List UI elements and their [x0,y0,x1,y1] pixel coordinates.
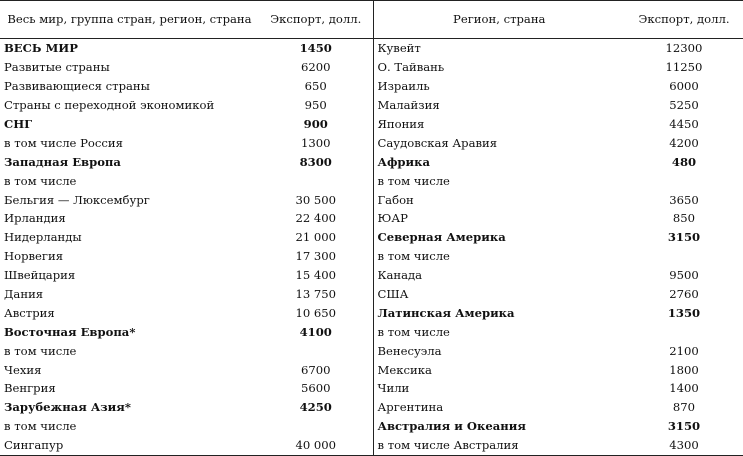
left-region-cell: СНГ [4,117,33,131]
right-region-cell: Кувейт [377,41,421,56]
right-region-cell: Латинская Америка [377,305,515,320]
right-region-cell: в том числе [377,324,450,339]
left-export-cell: 1450 [259,39,373,58]
left-region-cell: Зарубежная Азия* [4,400,131,415]
right-region-cell: в том числе [377,249,450,264]
table-row [0,209,743,228]
left-region-cell: Австрия [4,305,55,320]
table-row [0,285,743,304]
left-export-cell: 1300 [259,133,373,152]
left-export-cell: 6700 [259,360,373,379]
table-row [0,360,743,379]
right-export-cell: 3150 [667,230,701,245]
right-region-cell: Венесуэла [377,343,442,358]
right-export-cell [625,247,743,266]
table-body [0,39,743,456]
right-export-cell: 480 [671,154,697,169]
table-row [0,152,743,171]
header-left-export: Экспорт, долл. [259,1,373,39]
right-export-cell: 1400 [669,381,699,396]
table-row [0,171,743,190]
left-region-cell: в том числе [4,343,77,358]
left-export-cell: 40 000 [259,436,373,455]
header-right-export: Экспорт, долл. [625,1,743,39]
header-row [0,1,743,39]
left-region-cell: Ирландия [4,211,66,226]
right-export-cell: 4450 [669,117,699,131]
left-export-cell [259,341,373,360]
right-export-cell: 4200 [669,135,699,150]
left-export-cell: 17 300 [259,247,373,266]
left-region-cell: Восточная Европа* [4,324,136,339]
right-export-cell: 3650 [669,192,699,207]
right-export-cell: 2100 [669,343,699,358]
left-region-cell: Нидерланды [4,230,82,245]
table-row [0,96,743,115]
left-export-cell [259,417,373,436]
table-row [0,39,743,58]
table-row [0,341,743,360]
table-row [0,379,743,398]
left-export-cell: 13 750 [259,285,373,304]
left-region-cell: Развитые страны [4,60,110,75]
left-region-cell: Чехия [4,362,42,377]
right-region-cell: Африка [377,154,430,169]
right-export-cell: 850 [672,211,696,226]
left-region-cell: в том числе [4,419,77,434]
left-export-cell: 22 400 [259,209,373,228]
right-region-cell: Мексика [377,362,432,377]
left-export-cell: 5600 [259,379,373,398]
right-region-cell: Канада [377,268,423,283]
table-row [0,436,743,455]
right-export-cell: 9500 [669,268,699,283]
right-region-cell: США [377,287,409,302]
left-export-cell: 6200 [259,58,373,77]
table-row [0,266,743,285]
table-row [0,190,743,209]
left-export-cell: 950 [259,96,373,115]
right-export-cell [625,171,743,190]
right-region-cell: Саудовская Аравия [377,135,498,150]
left-region-cell: Страны с переходной экономикой [4,98,215,113]
left-region-cell: Развивающиеся страны [4,79,150,94]
left-region-cell: Швейцария [4,268,76,283]
left-export-cell [259,171,373,190]
left-region-cell: Сингапур [0,436,259,455]
left-region-cell: в том числе Россия [4,135,123,150]
right-region-cell: Малайзия [377,98,440,113]
right-export-cell: 1350 [667,305,701,320]
right-export-cell: 12300 [665,41,703,56]
table-row [0,228,743,247]
right-export-cell: 11250 [665,60,703,75]
left-export-cell: 8300 [259,152,373,171]
right-export-cell: 870 [672,400,696,415]
left-region-cell: Норвегия [4,249,64,264]
left-export-cell: 650 [259,77,373,96]
right-region-cell: Аргентина [377,400,444,415]
right-region-cell: ЮАР [377,211,408,226]
right-region-cell: Северная Америка [377,230,506,245]
right-region-cell: Габон [377,192,414,207]
right-region-cell: в том числе Австралия [373,436,625,455]
right-region-cell: Япония [377,117,425,131]
right-export-cell: 6000 [669,79,699,94]
right-export-cell: 2760 [669,287,699,302]
right-region-cell: Израиль [377,79,430,94]
right-region-cell: Австралия и Океания [377,419,526,434]
left-export-cell: 15 400 [259,266,373,285]
table-row [0,115,743,134]
right-export-cell [625,322,743,341]
right-region-cell: в том числе [377,173,450,188]
table-row [0,77,743,96]
left-region-cell: ВЕСЬ МИР [4,41,78,56]
left-export-cell: 900 [259,115,373,134]
table-row [0,322,743,341]
left-region-cell: Бельгия — Люксембург [4,192,150,207]
left-region-cell: Венгрия [4,381,56,396]
table-row [0,58,743,77]
table-row [0,417,743,436]
table-header [0,1,743,39]
right-export-cell: 3150 [667,419,701,434]
right-export-cell: 1800 [669,362,699,377]
left-region-cell: Дания [4,287,44,302]
left-export-cell: 30 500 [259,190,373,209]
left-export-cell: 21 000 [259,228,373,247]
left-region-cell: Западная Европа [4,154,121,169]
left-export-cell: 4100 [259,322,373,341]
table-row [0,303,743,322]
table-row [0,133,743,152]
left-export-cell: 4250 [259,398,373,417]
right-export-cell: 4300 [625,436,743,455]
right-region-cell: Чили [377,381,410,396]
right-export-cell: 5250 [669,98,699,113]
left-export-cell: 10 650 [259,303,373,322]
header-right-region: Регион, страна [373,1,625,39]
right-region-cell: О. Тайвань [377,60,445,75]
table-row [0,398,743,417]
left-region-cell: в том числе [4,173,77,188]
header-left-region: Весь мир, группа стран, регион, страна [0,1,259,39]
table-row [0,247,743,266]
